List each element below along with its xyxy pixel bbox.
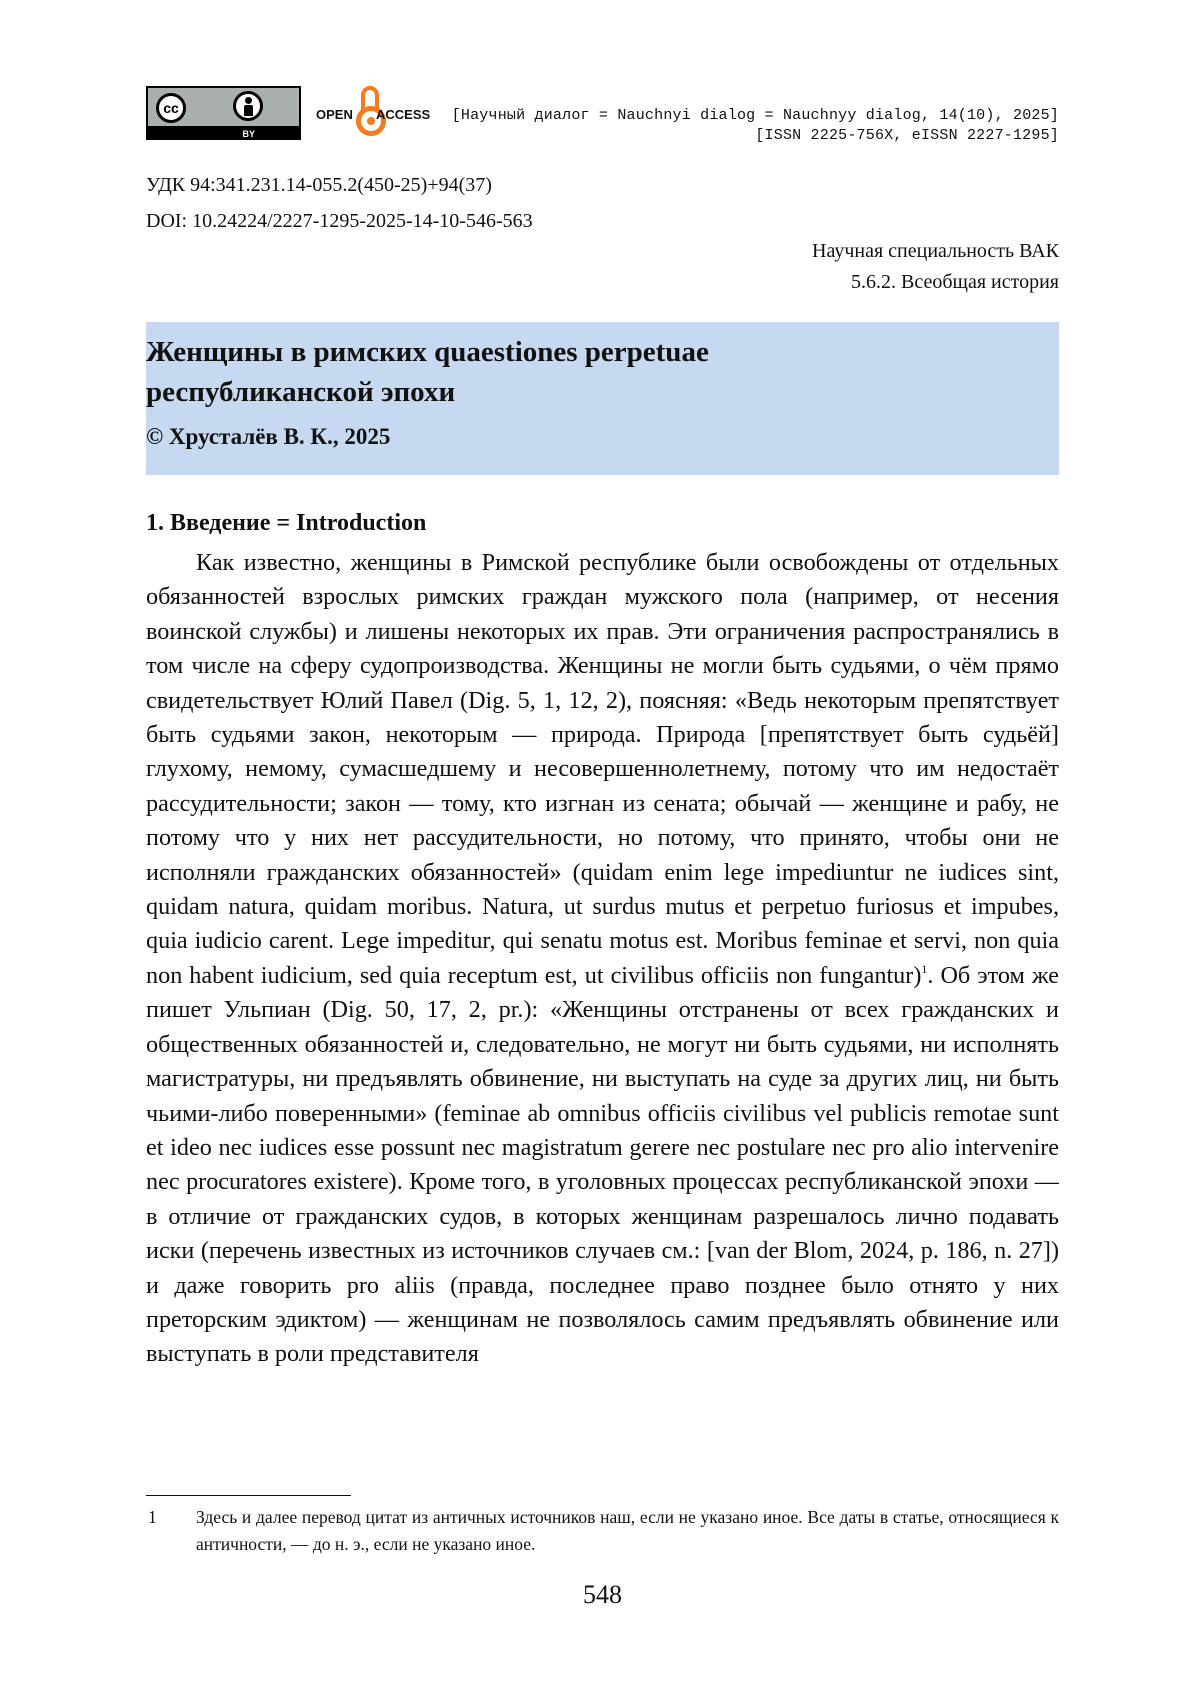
footnote-divider [146, 1495, 351, 1496]
footnote-text: Здесь и далее перевод цитат из античных источников наш, если не указано иное. Все даты в статье, относящиеся к античности, — до н. э., если не указано иное. [196, 1507, 1059, 1554]
footnote-number: 1 [148, 1507, 157, 1527]
open-access-open-text: OPEN [316, 107, 353, 122]
open-access-access-text: ACCESS [376, 107, 431, 122]
article-title: Женщины в римских quaestiones perpetuae республиканской эпохи [146, 336, 709, 408]
udk-code: УДК 94:341.231.14-055.2(450-25)+94(37) [146, 174, 492, 196]
creative-commons-icon: cc [156, 93, 186, 123]
paper-page [146, 0, 1059, 1703]
specialty-label: Научная специальность ВАК [812, 240, 1059, 262]
footnote-reference[interactable]: 1 [921, 961, 928, 976]
title-block [146, 322, 1059, 475]
cc-by-license-badge[interactable] [146, 86, 301, 140]
footnote [146, 1504, 1059, 1558]
open-access-logo [316, 86, 466, 140]
page-header [146, 86, 1059, 142]
specialty-code: 5.6.2. Всеобщая история [851, 271, 1059, 293]
attribution-person-icon [233, 91, 263, 121]
section-heading: 1. Введение = Introduction [146, 510, 427, 536]
page-number: 548 [583, 1580, 622, 1609]
doi[interactable]: DOI: 10.24224/2227-1295-2025-14-10-546-563 [146, 210, 533, 232]
journal-citation [452, 106, 1059, 146]
paragraph-text-part1: Как известно, женщины в Римской республике были освобождены от отдельных обязанностей взрослых римских граждан мужского пола (например, от несения воинской службы) и лишены некоторых их прав. Эти ограничения распространялись в том числе на сферу судопроизводства. Женщины не могли быть судьями, о чём прямо свидетельствует Юлий Павел (Dig. 5, 1, 12, 2), поясняя: «Ведь некоторым препятствует быть судьями закон, некоторым — природа. Природа [препятствует быть судьёй] глухому, немому, сумасшедшему и несовершеннолетнему, потому что им недостаёт рассудительности; закон — тому, кто изгнан из сената; обычай — женщине и рабу, не потому что у них нет рассудительности, но потому, что принято, чтобы они не исполняли гражданских обязанностей» (quidam enim lege impediuntur ne iudices sint, quidam natura, quidam moribus. Natura, ut surdus mutus et perpetuo furiosus et impubes, quia iudicio carent. Lege impeditur, qui senatu motus est. Moribus feminae et servi, non quia non habent iudicium, sed quia receptum est, ut civilibus officiis non fungantur) [146, 549, 1059, 989]
license-badge-label: BY [242, 129, 255, 139]
journal-issn-line: [ISSN 2225-756X, eISSN 2227-1295] [755, 127, 1059, 144]
paragraph-text-part2: . Об этом же пишет Ульпиан (Dig. 50, 17, 2, pr.): «Женщины отстранены от всех гражданских и общественных обязанностей и, следовательно, не могут ни быть судьями, ни исполнять магистратуры, ни предъявлять обвинение, ни выступать на суде за других лиц, ни быть чьими-либо поверенными» (feminae ab omnibus officiis civilibus vel publicis remotae sunt et ideo nec iudices esse possunt nec magistratum gerere nec postulare nec pro alio intervenire nec procuratores existere). Кроме того, в уголовных процессах республиканской эпохи — в отличие от гражданских судов, в которых женщинам разрешалось лично подавать иски (перечень известных из источников случаев см.: [van der Blom, 2024, p. 186, n. 27]) и даже говорить pro aliis (правда, последнее право позднее было отнято у них преторским эдиктом) — женщинам не позволялось самим предъявлять обвинение или выступать в роли представителя [146, 961, 1059, 1368]
scientific-specialty [812, 236, 1059, 298]
journal-citation-line: [Научный диалог = Nauchnyi dialog = Nauchnyy dialog, 14(10), 2025] [451, 107, 1059, 124]
author-copyright: © Хрусталёв В. К., 2025 [146, 424, 391, 449]
body-paragraph [146, 546, 1059, 1372]
